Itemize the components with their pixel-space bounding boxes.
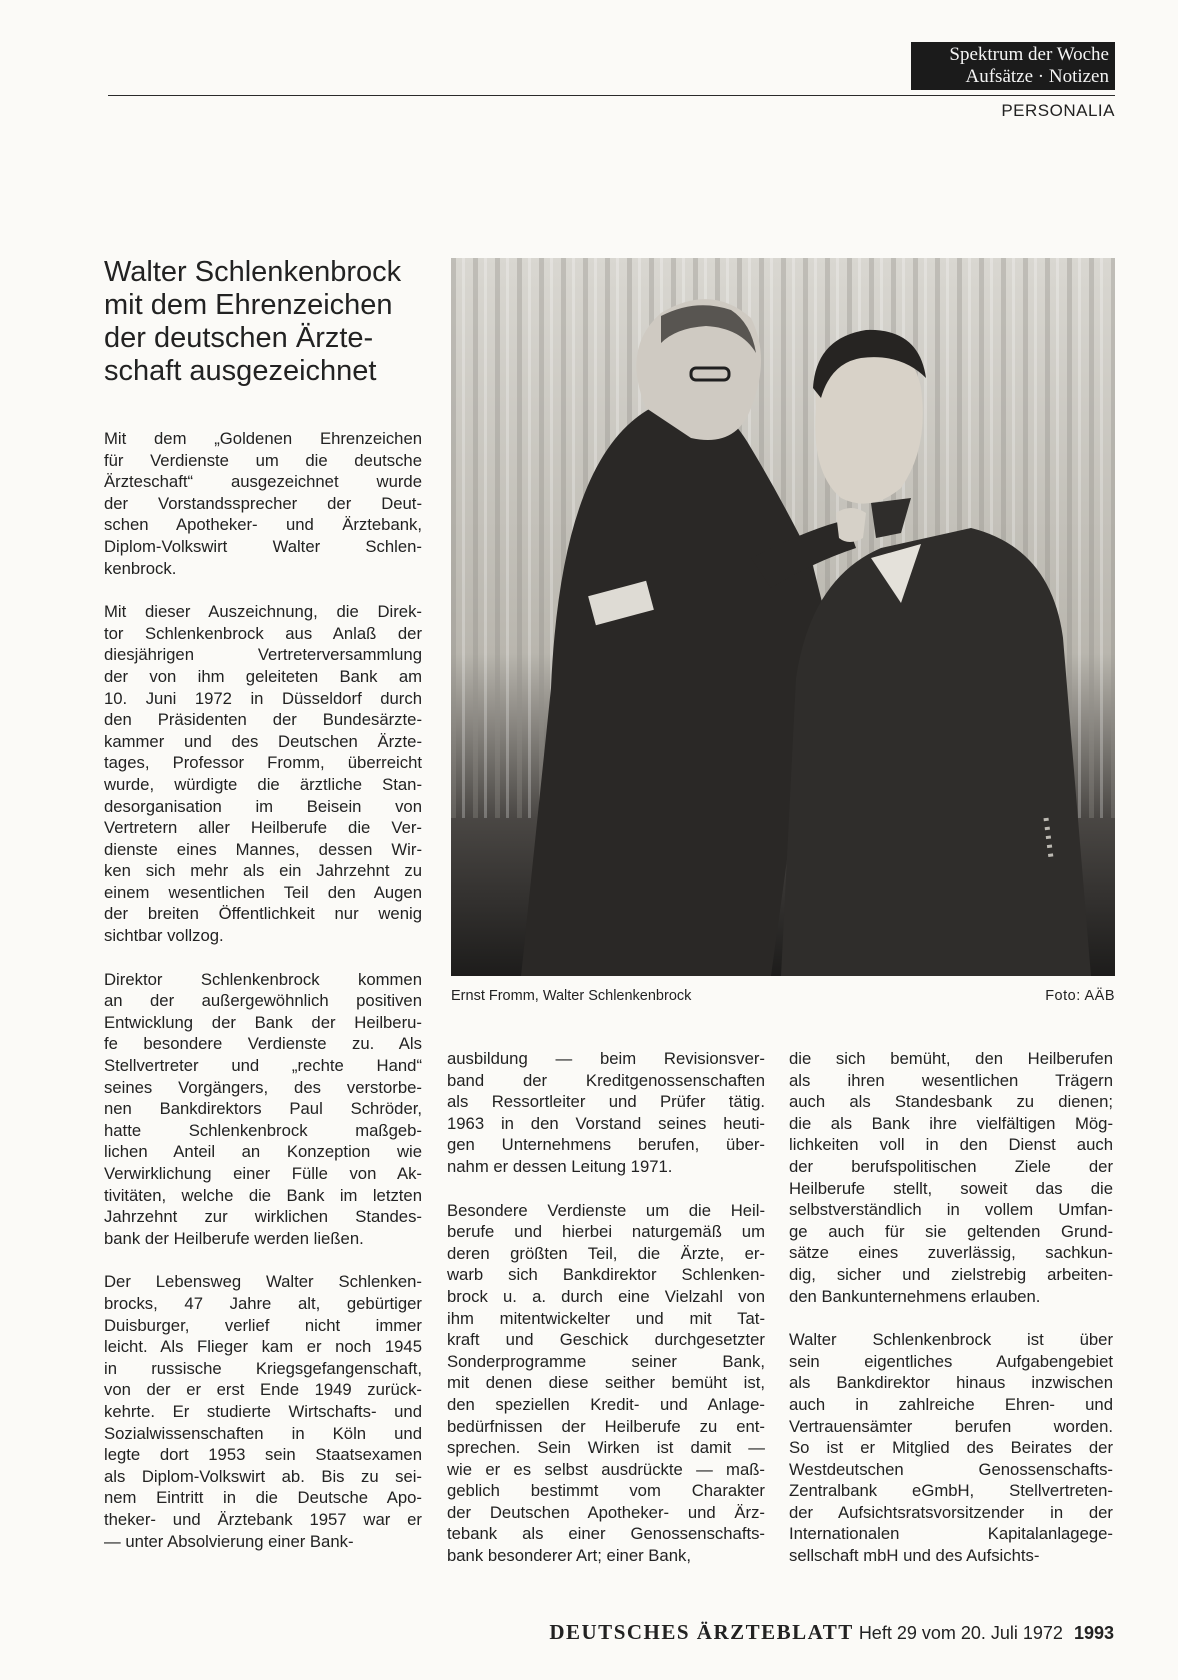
article-headline: [104, 256, 434, 388]
text-line: kraft und Geschick durchgesetzter: [447, 1330, 765, 1350]
text-line: wie er es selbst ausdrückte — maß-: [447, 1459, 765, 1479]
page-number: 1993: [1073, 1623, 1114, 1643]
article-paragraph: [104, 601, 422, 947]
text-line: schen Apotheker- und Ärztebank,: [104, 515, 422, 535]
text-line: Ärzteschaft“ ausgezeichnet wurde: [104, 472, 422, 492]
headline-line: der deutschen Ärzte-: [104, 322, 374, 354]
caption-text: Ernst Fromm, Walter Schlenkenbrock: [451, 988, 692, 1004]
text-line: Sonderprogramme seiner Bank,: [447, 1351, 765, 1371]
text-line: Mit dem „Goldenen Ehrenzeichen: [104, 429, 422, 448]
text-line: als Ressortleiter und Prüfer tätig.: [447, 1092, 765, 1112]
text-line: in russische Kriegsgefangenschaft,: [104, 1358, 422, 1378]
text-line: auch als Standesbank zu dienen;: [789, 1092, 1113, 1112]
text-line: 1963 in den Vorstand seines heuti-: [447, 1113, 765, 1133]
photo-credit: Foto: AÄB: [1045, 988, 1115, 1004]
text-line: auch in zahlreiche Ehren- und: [789, 1394, 1113, 1414]
section-header-line2: Aufsätze · Notizen: [965, 66, 1109, 87]
headline-line: Walter Schlenkenbrock: [104, 256, 402, 288]
rubric-label: PERSONALIA: [1001, 101, 1115, 120]
text-line: gen Unternehmens berufen, über-: [447, 1135, 765, 1155]
text-line: bedürfnissen der Heilberufe zu ent-: [447, 1416, 765, 1436]
article-paragraph: [789, 1048, 1113, 1307]
text-line: den speziellen Kredit- und Anlage-: [447, 1394, 765, 1414]
text-line: nen Bankdirektors Paul Schröder,: [104, 1099, 422, 1119]
text-line: als ihren wesentlichen Trägern: [789, 1070, 1113, 1090]
text-line: Zentralbank eGmbH, Stellvertreten-: [789, 1481, 1113, 1501]
text-line: tages, Professor Fromm, überreicht: [104, 753, 422, 773]
section-header-box: [911, 42, 1115, 90]
text-line: ihm mitentwickelter und mit Tat-: [447, 1308, 765, 1328]
text-line: Duisburger, verlief nicht immer: [104, 1315, 422, 1335]
issue-info: Heft 29 vom 20. Juli 1972: [858, 1623, 1063, 1643]
text-line: fe besondere Verdienste zu. Als: [104, 1034, 422, 1054]
text-line: Jahrzehnt zur wirklichen Standes-: [104, 1207, 422, 1227]
text-line: der Vorstandssprecher der Deut-: [104, 493, 422, 513]
text-line: lichen Anteil an Konzeption wie: [104, 1142, 422, 1162]
text-line: kammer und des Deutschen Ärzte-: [104, 731, 422, 751]
text-line: der von ihm geleiteten Bank am: [104, 666, 422, 686]
header-rule: [108, 95, 1115, 96]
text-line: Westdeutschen Genossenschafts-: [789, 1459, 1113, 1479]
text-line: Besondere Verdienste um die Heil-: [447, 1200, 765, 1220]
article-column-3: [789, 1048, 1113, 1589]
text-line: bank besonderer Art; einer Bank,: [447, 1546, 691, 1566]
article-paragraph: [447, 1048, 765, 1178]
text-line: der Deutschen Apotheker- und Ärz-: [447, 1502, 765, 1522]
text-line: Direktor Schlenkenbrock kommen: [104, 969, 422, 989]
headline-line: schaft ausgezeichnet: [104, 355, 377, 387]
text-line: ge auch für sie geltenden Grund-: [789, 1221, 1113, 1241]
text-line: der Aufsichtsratsvorsitzender in der: [789, 1502, 1113, 1522]
text-line: Internationalen Kapitalanlagege-: [789, 1524, 1113, 1544]
text-line: leicht. Als Flieger kam er noch 1945: [104, 1337, 422, 1357]
article-paragraph: [447, 1200, 765, 1567]
article-paragraph: [104, 1271, 422, 1552]
text-line: bank der Heilberufe werden ließen.: [104, 1228, 364, 1248]
text-line: nahm er dessen Leitung 1971.: [447, 1156, 673, 1176]
text-line: sein eigentliches Aufgabengebiet: [789, 1351, 1113, 1371]
text-line: sichtbar vollzog.: [104, 926, 224, 946]
text-line: geblich bestimmt vom Charakter: [447, 1481, 765, 1501]
article-photo: [451, 258, 1115, 976]
text-line: hatte Schlenkenbrock maßgeb-: [104, 1120, 422, 1140]
text-line: dienste eines Mannes, dessen Wir-: [104, 839, 422, 859]
text-line: als Bankdirektor hinaus inzwischen: [789, 1373, 1113, 1393]
section-header-line1: Spektrum der Woche: [949, 44, 1109, 65]
text-line: Walter Schlenkenbrock ist über: [789, 1330, 1113, 1350]
journal-name: DEUTSCHES ÄRZTEBLATT: [549, 1620, 854, 1644]
text-line: als Diplom-Volkswirt ab. Bis zu sei-: [104, 1466, 422, 1486]
text-line: einem wesentlichen Teil den Augen: [104, 882, 422, 902]
text-line: selbstverständlich in vollem Umfan-: [789, 1200, 1113, 1220]
article-paragraph: [789, 1329, 1113, 1567]
text-line: warb sich Bankdirektor Schlenken-: [447, 1265, 765, 1285]
text-line: sprechen. Sein Wirken ist damit —: [447, 1438, 765, 1458]
article-paragraph: [104, 428, 422, 579]
text-line: den Bankunternehmens erlauben.: [789, 1286, 1041, 1306]
text-line: Sozialwissenschaften in Köln und: [104, 1423, 422, 1443]
text-line: der berufspolitischen Ziele der: [789, 1156, 1113, 1176]
text-line: wurde, würdigte die ärztliche Stan-: [104, 774, 422, 794]
text-line: Vertretern aller Heilberufe die Ver-: [104, 818, 422, 838]
text-line: sätze eines zuverlässig, sachkun-: [789, 1243, 1113, 1263]
text-line: berufe und hierbei naturgemäß um: [447, 1222, 765, 1242]
text-line: ken sich mehr als ein Jahrzehnt zu: [104, 861, 422, 881]
text-line: kehrte. Er studierte Wirtschafts- und: [104, 1401, 422, 1421]
text-line: — unter Absolvierung einer Bank-: [104, 1531, 354, 1551]
text-line: mit denen diese seither bemüht ist,: [447, 1373, 765, 1393]
article-column-2: [447, 1048, 765, 1589]
text-line: für Verdienste um die deutsche: [104, 450, 422, 470]
text-line: legte dort 1953 sein Staatsexamen: [104, 1445, 422, 1465]
text-line: brock u. a. durch eine Vielzahl von: [447, 1286, 765, 1306]
text-line: nem Eintritt in die Deutsche Apo-: [104, 1488, 422, 1508]
text-line: 10. Juni 1972 in Düsseldorf durch: [104, 688, 422, 708]
text-line: der breiten Öffentlichkeit nur wenig: [104, 904, 422, 924]
text-line: Heilberufe stellt, soweit das die: [789, 1178, 1113, 1198]
text-line: Der Lebensweg Walter Schlenken-: [104, 1272, 422, 1292]
text-line: an der außergewöhnlich positiven: [104, 991, 422, 1011]
text-line: tor Schlenkenbrock aus Anlaß der: [104, 623, 422, 643]
text-line: sellschaft mbH und des Aufsichts-: [789, 1546, 1040, 1566]
text-line: von der er erst Ende 1949 zurück-: [104, 1380, 422, 1400]
text-line: band der Kreditgenossenschaften: [447, 1070, 765, 1090]
article-paragraph: [104, 969, 422, 1250]
text-line: deren größten Teil, die Ärzte, er-: [447, 1243, 765, 1263]
text-line: Verwirklichung einer Fülle von Ak-: [104, 1164, 422, 1183]
text-line: tivitäten, welche die Bank im letzten: [104, 1185, 422, 1205]
text-line: seines Vorgängers, des verstorbe-: [104, 1077, 422, 1097]
article-column-1: [104, 428, 422, 1574]
text-line: die als Bank ihre vielfältigen Mög-: [789, 1113, 1113, 1133]
text-line: lichkeiten voll in den Dienst auch: [789, 1135, 1113, 1155]
text-line: die sich bemüht, den Heilberufen: [789, 1049, 1113, 1068]
text-line: brocks, 47 Jahre alt, gebürtiger: [104, 1293, 422, 1313]
text-line: ausbildung — beim Revisionsver-: [447, 1049, 765, 1068]
page-footer: [549, 1620, 1114, 1645]
text-line: diesjährigen Vertreterversammlung: [104, 645, 422, 665]
text-line: So ist er Mitglied des Beirates der: [789, 1438, 1113, 1458]
text-line: Diplom-Volkswirt Walter Schlen-: [104, 536, 422, 556]
text-line: dig, sicher und zielstrebig arbeiten-: [789, 1264, 1113, 1284]
text-line: desorganisation im Beisein von: [104, 796, 422, 816]
text-line: kenbrock.: [104, 558, 177, 578]
text-line: Entwicklung der Bank der Heilberu-: [104, 1012, 422, 1032]
text-line: theker- und Ärztebank 1957 war er: [104, 1509, 422, 1529]
text-line: tebank als einer Genossenschafts-: [447, 1524, 765, 1544]
text-line: Stellvertreter und „rechte Hand“: [104, 1056, 422, 1076]
text-line: Mit dieser Auszeichnung, die Direk-: [104, 602, 422, 622]
photo-caption: [451, 988, 1115, 1004]
text-line: den Präsidenten der Bundesärzte-: [104, 710, 422, 730]
headline-line: mit dem Ehrenzeichen: [104, 289, 393, 321]
text-line: Vertrauensämter berufen worden.: [789, 1416, 1113, 1436]
